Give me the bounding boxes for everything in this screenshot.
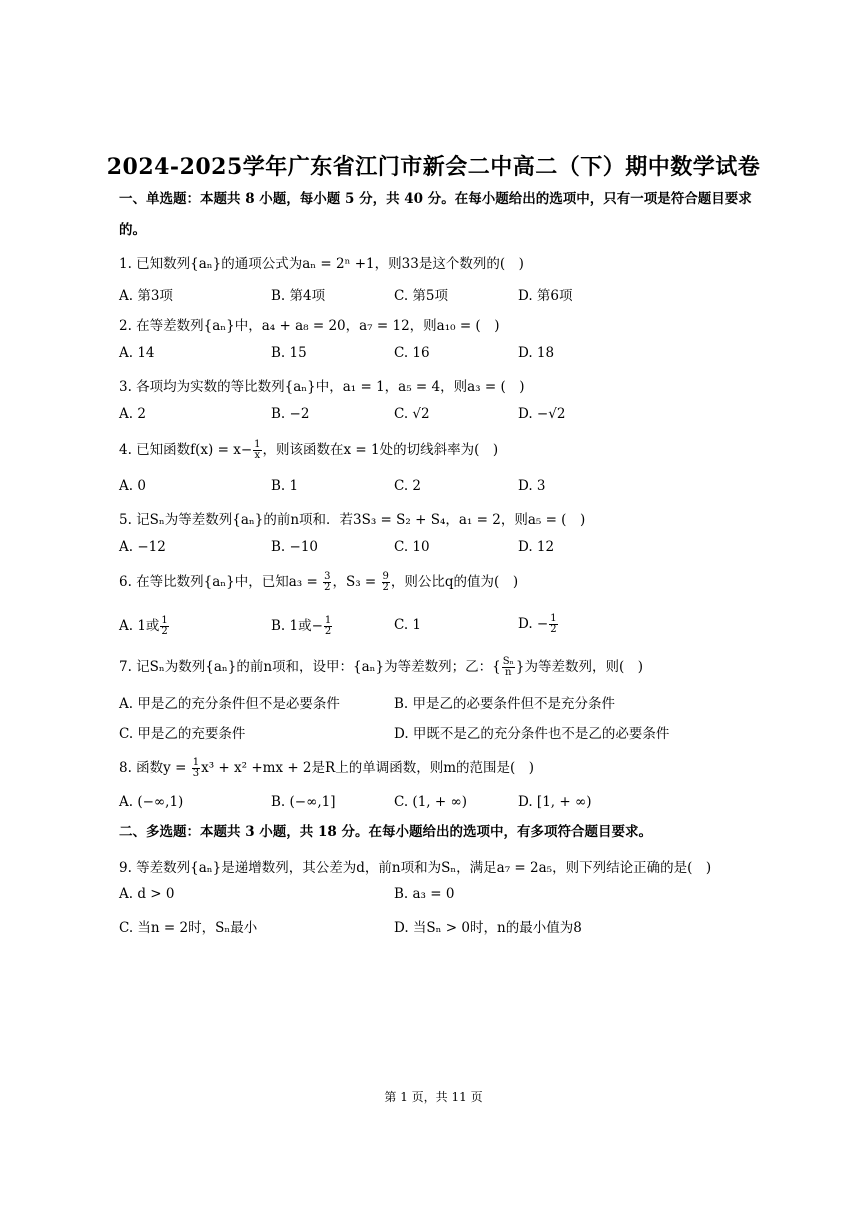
question-8: 8. 函数y = $\frac{1}{3}$ x³ + x² +mx + 2是R上的单调函数，则m的范围是( ) xyxy=(119,757,535,779)
q4-option-d: D. 3 xyxy=(518,478,546,494)
q6-option-a: A. 1或 $\frac{1}{2}$ xyxy=(119,615,168,637)
q6-option-d: D. − $\frac{1}{2}$ xyxy=(518,613,557,635)
q1-option-a: A. 第3项 xyxy=(119,288,173,304)
q1-option-d: D. 第6项 xyxy=(518,288,573,304)
question-6: 6. 在等比数列{aₙ}中，已知a₃ = $\frac{3}{2}$ ，S₃ = $\frac{9}{2}$ ，则公比q的值为( ) xyxy=(119,571,519,593)
q9-option-d: D. 当Sₙ > 0时，n的最小值为8 xyxy=(394,920,582,936)
q4-option-b: B. 1 xyxy=(271,478,299,494)
q4-text-post: ，则该函数在x = 1处的切线斜率为( ) xyxy=(262,442,499,458)
q7-option-d: D. 甲既不是乙的充分条件也不是乙的必要条件 xyxy=(394,726,670,742)
q1-option-b: B. 第4项 xyxy=(271,288,326,304)
question-4 xyxy=(119,438,498,461)
q2-option-d: D. 18 xyxy=(518,345,555,361)
q9-option-c: C. 当n = 2时，Sₙ最小 xyxy=(119,920,258,936)
q5-option-d: D. 12 xyxy=(518,539,555,555)
q2-option-c: C. 16 xyxy=(394,345,430,361)
q4-fraction: $\frac{1}{x}$ xyxy=(254,439,261,461)
q6-option-c: C. 1 xyxy=(394,617,422,633)
q8-option-b: B. (−∞,1] xyxy=(271,794,336,810)
q2-option-b: B. 15 xyxy=(271,345,307,361)
q3-option-b: B. −2 xyxy=(271,406,310,422)
q9-option-a: A. d > 0 xyxy=(119,886,175,902)
q8-fraction: $\frac{1}{3}$ xyxy=(192,757,200,779)
q4-option-a: A. 0 xyxy=(119,478,146,494)
q3-option-a: A. 2 xyxy=(119,406,146,422)
q3-option-c: C. √2 xyxy=(394,406,430,422)
q7-option-c: C. 甲是乙的充要条件 xyxy=(119,726,246,742)
question-5: 5. 记Sₙ为等差数列{aₙ}的前n项和．若3S₃ = S₂ + S₄，a₁ = 2，则a₅ = ( ) xyxy=(119,512,586,528)
q8-option-c: C. (1, + ∞) xyxy=(394,794,467,810)
q4-text-pre: 4. 已知函数f(x) = x− xyxy=(119,442,253,458)
q7-option-a: A. 甲是乙的充分条件但不是必要条件 xyxy=(119,696,340,712)
q6-fraction-s3: $\frac{9}{2}$ xyxy=(382,571,389,593)
q8-option-d: D. [1, + ∞) xyxy=(518,794,592,810)
q7-option-b: B. 甲是乙的必要条件但不是充分条件 xyxy=(394,696,616,712)
question-9: 9. 等差数列{aₙ}是递增数列，其公差为d，前n项和为Sₙ，满足a₇ = 2a₅，则下列结论正确的是( ) xyxy=(119,860,712,876)
q9-option-b: B. a₃ = 0 xyxy=(394,886,455,902)
q5-option-b: B. −10 xyxy=(271,539,318,555)
q7-fraction: $\frac{\text{Sₙ}}{n}$ xyxy=(502,656,514,678)
q4-option-c: C. 2 xyxy=(394,478,422,494)
q6-fraction-a3: $\frac{3}{2}$ xyxy=(324,571,331,593)
q3-option-d: D. −√2 xyxy=(518,406,566,422)
section-multiple-choice-heading: 二、多选题：本题共 3 小题，共 18 分。在每小题给出的选项中，有多项符合题目要求。 xyxy=(119,824,652,840)
q5-option-c: C. 10 xyxy=(394,539,430,555)
q5-option-a: A. −12 xyxy=(119,539,166,555)
page-footer: 第 1 页，共 11 页 xyxy=(384,1090,483,1104)
q6-option-b: B. 1或− $\frac{1}{2}$ xyxy=(271,615,332,637)
question-1: 1. 已知数列{aₙ}的通项公式为aₙ = 2ⁿ +1，则33是这个数列的( ) xyxy=(119,256,524,272)
section-single-choice-heading: 一、单选题：本题共 8 小题，每小题 5 分，共 40 分。在每小题给出的选项中，只有一项是符合题目要求的。 xyxy=(119,191,752,238)
q1-option-c: C. 第5项 xyxy=(394,288,449,304)
question-3: 3. 各项均为实数的等比数列{aₙ}中，a₁ = 1，a₅ = 4，则a₃ = ( ) xyxy=(119,379,525,395)
q2-option-a: A. 14 xyxy=(119,345,155,361)
question-7: 7. 记Sₙ为数列{aₙ}的前n项和，设甲：{aₙ}为等差数列；乙：{ $\frac{\text{Sₙ}}{n}$ }为等差数列，则( ) xyxy=(119,656,643,678)
q8-option-a: A. (−∞,1) xyxy=(119,794,184,810)
page-title: 2024-2025学年广东省江门市新会二中高二（下）期中数学试卷 xyxy=(106,154,761,180)
question-2: 2. 在等差数列{aₙ}中，a₄ + a₈ = 20，a₇ = 12，则a₁₀ = ( ) xyxy=(119,318,500,334)
